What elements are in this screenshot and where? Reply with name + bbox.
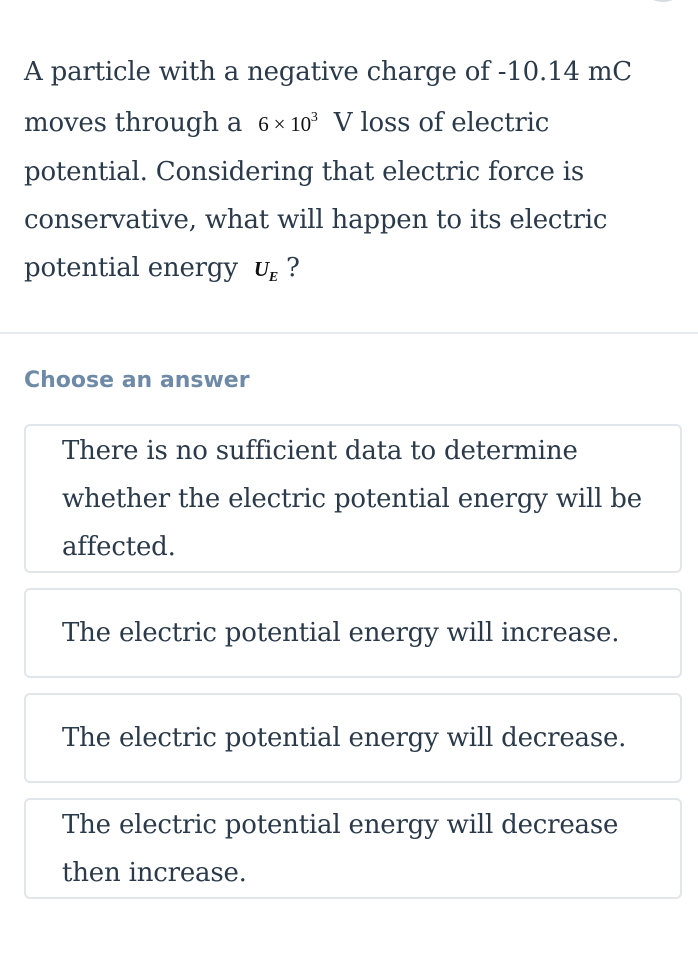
voltage-base: 6 × 10	[258, 112, 311, 136]
answer-option-label: The electric potential energy will decrease.	[62, 723, 627, 753]
question-text-after: ?	[286, 253, 300, 283]
answer-option-label: The electric potential energy will decrease then increase.	[62, 809, 619, 888]
question-text	[24, 48, 664, 302]
answer-option-3[interactable]	[24, 693, 682, 783]
answer-option-4[interactable]	[24, 798, 682, 899]
answer-option-label: There is no sufficient data to determine whether the electric potential energy will be affected.	[62, 435, 642, 562]
answer-option-1[interactable]	[24, 424, 682, 573]
section-divider	[0, 332, 698, 334]
answer-option-label: The electric potential energy will increase.	[62, 618, 620, 648]
choose-answer-heading: Choose an answer	[24, 368, 250, 393]
energy-symbol-subscript: E	[268, 270, 278, 286]
voltage-expression	[250, 112, 325, 136]
top-right-avatar-edge	[640, 0, 686, 2]
energy-symbol	[246, 257, 286, 286]
question-text-middle: V loss of electric potential. Considering that electric force is conservative, what will happen to its electric potential energy	[24, 108, 608, 283]
answer-option-2[interactable]	[24, 588, 682, 678]
voltage-exponent: 3	[310, 110, 318, 125]
question-text-before: A particle with a negative charge of -10.14 mC moves through a	[24, 57, 632, 138]
energy-symbol-letter: U	[253, 257, 269, 281]
